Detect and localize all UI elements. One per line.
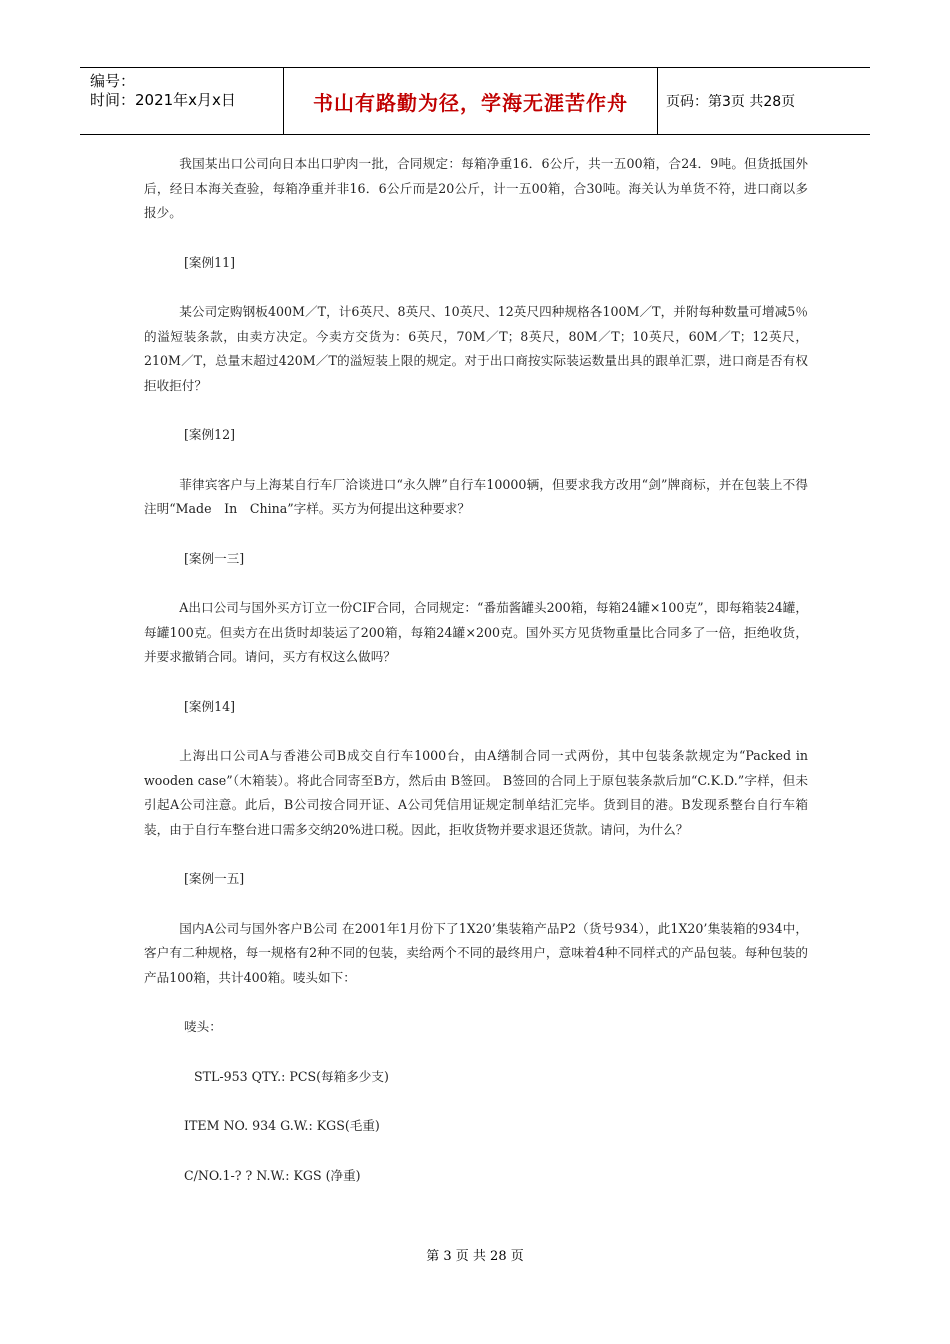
page-header — [80, 67, 870, 135]
page-footer: 第 3 页 共 28 页 — [426, 1249, 524, 1264]
shipping-mark-line: C/NO.1-? ? N.W.: KGS (净重) — [184, 1167, 361, 1183]
paragraph: 菲律宾客户与上海某自行车厂洽谈进口“永久牌”自行车10000辆，但要求我方改用“剑”牌商标，并在包装上不得注明“Made In China”字样。买方为何提出这种要求？ — [144, 476, 808, 516]
paragraph: 我国某出口公司向日本出口驴肉一批，合同规定：每箱净重16．6公斤，共一五00箱，合24．9吨。但货抵国外后，经日本海关查验，每箱净重并非16．6公斤而是20公斤，计一五00箱，合30吨。海关认为单货不符，进口商以多报少。 — [144, 156, 808, 220]
header-motto: 书山有路勤为径，学海无涯苦作舟 — [283, 68, 658, 134]
shipping-mark-title: 唛头： — [184, 1019, 222, 1034]
case-heading: [案例一三] — [184, 550, 245, 566]
document-date: 时间：2021年x月x日 — [90, 91, 236, 109]
paragraph: 上海出口公司A与香港公司B成交自行车1000台，由A缮制合同一式两份，其中包装条款规定为“Packed in wooden case”（木箱装）。将此合同寄至B方，然后由 B签回。 B签回的合同上于原包装条款后加“C.K.D.”字样，但未引起A公司注意。此后，B公司按合同开证、A公司凭信用证规定制单结汇完毕。货到目的港。B发现系整台自行车箱装，由于自行车整台进口需多交纳20%进口税。因此，拒收货物并要求退还货款。请问，为什么？ — [144, 748, 808, 837]
shipping-mark-line: STL-953 QTY.: PCS(每箱多少支) — [194, 1068, 389, 1084]
document-number-label: 编号： — [90, 72, 136, 90]
shipping-mark-line: ITEM NO. 934 G.W.: KGS(毛重) — [184, 1118, 380, 1133]
case-heading: [案例11] — [184, 254, 236, 270]
header-meta — [80, 68, 283, 134]
paragraph: 国内A公司与国外客户B公司 在2001年1月份下了1X20’集装箱产品P2（货号934），此1X20’集装箱的934中，客户有二种规格，每一规格有2种不同的包装，卖给两个不同的最终用户，意味着4种不同样式的产品包装。每种包装的产品100箱，共计400箱。唛头如下： — [144, 920, 808, 985]
header-page-info: 页码：第3页 共28页 — [666, 94, 796, 110]
case-heading: [案例14] — [184, 698, 236, 714]
document-body — [144, 152, 808, 1188]
paragraph: 某公司定购钢板400M／T，计6英尺、8英尺、10英尺、12英尺四种规格各100M／T，并附每种数量可增减5％的溢短装条款，由卖方决定。今卖方交货为：6英尺，70M／T；8英尺，80M／T；10英尺，60M／T；12英尺，210M／T，总量末超过420M／T的溢短装上限的规定。对于出口商按实际装运数量出具的跟单汇票，进口商是否有权拒收拒付？ — [144, 304, 808, 393]
case-heading: [案例一五] — [184, 871, 245, 886]
case-heading: [案例12] — [184, 427, 236, 442]
paragraph: A出口公司与国外买方订立一份CIF合同，合同规定：“番茄酱罐头200箱，每箱24罐×100克”，即每箱装24罐，每罐100克。但卖方在出货时却装运了200箱，每箱24罐×200克。国外买方见货物重量比合同多了一倍，拒绝收货，并要求撤销合同。请问，买方有权这么做吗？ — [144, 600, 808, 664]
